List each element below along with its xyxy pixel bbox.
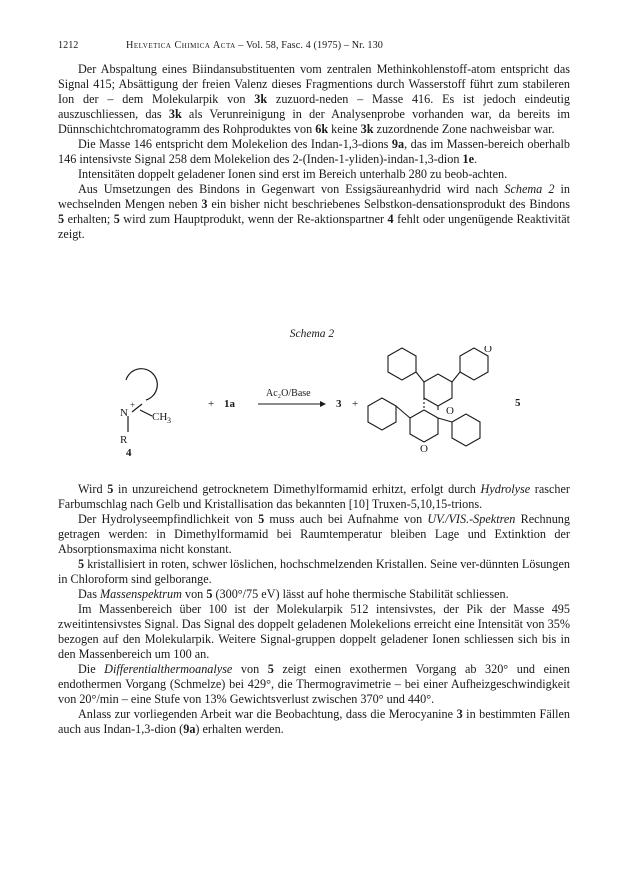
compound-ref: 5 [107,482,114,496]
compound-ref: 1e [462,152,474,166]
paragraph [58,587,570,602]
compound-ref: 3k [254,92,268,106]
running-header [58,40,570,54]
text-run: Intensitäten doppelt geladener Ionen sind erst im Bereich unterhalb 280 zu beob-achten. [78,167,508,181]
text-run: (300°/75 eV) lässt auf hohe thermische Stabilität schliessen. [212,587,509,601]
paragraph [58,137,570,167]
label-3: 3 [336,398,342,410]
text-run: Der Abspaltung eines Biindansubstituenten vom zentralen Methinkohlenstoff-atom entspricht das Signal 415; Absättigung der freien Valenz dieses Fragmentions durch Wasserstoff führt zum stabileren Ion der – dem Molekularpik von [58,62,570,106]
text-run: Aus Umsetzungen des Bindons in Gegenwart von Essigsäureanhydrid wird nach [78,182,505,196]
emphasis: UV./VIS.-Spektren [427,512,516,526]
paragraph [58,62,570,137]
compound-ref: 5 [258,512,265,526]
text-run: Der Hydrolyseempfindlichkeit von [78,512,259,526]
page-number: 1212 [58,40,79,51]
compound-ref: 5 [78,557,85,571]
atom-O: O [484,346,492,355]
paragraph [58,707,570,737]
text-run: in unzureichend getrocknetem Dimethylformamid erhitzt, erfolgt durch [113,482,481,496]
text-run: kristallisiert in roten, schwer löslichen, hochschmelzenden Kristallen. Seine ver-dünnten Lösungen in Chloroform sind gelborange. [58,557,570,586]
emphasis: Massenspektrum [100,587,182,601]
compound-ref: 9a [391,137,405,151]
text-run: zuzuord-neden – Masse 416. Es ist jedoch eindeutig auszuschliessen, das [58,92,570,121]
text-run: Die Masse 146 entspricht dem Molekelion des Indan-1,3-dions [78,137,392,151]
paragraph [58,662,570,707]
label-1a: 1a [224,398,235,410]
label-4: 4 [126,447,132,456]
text-run: von [232,662,268,676]
journal-issue: – Vol. 58, Fasc. 4 (1975) – Nr. 130 [235,40,383,51]
paragraph [58,482,570,512]
text-run: Die [78,662,105,676]
text-run: zuzordnende Zone nachweisbar war. [373,122,555,136]
emphasis: Schema 2 [504,182,555,196]
text-run: Im Massenbereich über 100 ist der Molekularpik 512 intensivstes, der Pik der Masse 495 zweitintensivstes Signal. Das Signal des doppelt geladenen Molekelions erreicht eine Intensität von 35% bezogen auf den Molekularpik. Weitere Signal-gruppen doppelt geladener Ionen schliessen sich bis in den Massenbereich um 100 an. [58,602,570,661]
text-run: in wechselnden Mengen neben [58,182,570,211]
text-run: rascher Farbumschlag nach Gelb und Kristallisation das bekannten [10] Truxen-5,10,15-trions. [58,482,570,511]
compound-ref: 3 [201,197,208,211]
text-run: wird zum Hauptprodukt, wenn der Re-aktionspartner [119,212,388,226]
text-run: muss auch bei Aufnahme von [264,512,428,526]
text-run: erhalten; [64,212,114,226]
compound-ref: 9a [183,722,196,736]
text-run: von [181,587,207,601]
atom-charge: + [130,400,136,410]
paragraph [58,557,570,587]
product-5-structure [368,348,488,446]
plus-sign: + [352,398,359,410]
paragraph [58,167,570,182]
compound-ref: 4 [387,212,394,226]
plus-sign: + [208,398,215,410]
top-text-block [58,62,570,242]
text-run: , das im Massen-bereich oberhalb 146 intensivste Signal 258 dem Molekelion des 2-(Inden-1-yliden)-indan-1,3-dion [58,137,570,166]
bottom-text-block [58,482,570,737]
text-run: zeigt einen exothermen Vorgang ab 320° und einen endothermen Vorgang (Schmelze) bei 429°, die Thermogravimetrie – bei einer Aufheizgeschwindigkeit von 20°/min – eine Stufe von 13% Gewichtsverlust zwischen 370° und 440°. [58,662,570,706]
atom-CH3: CH [152,411,168,423]
text-run: Anlass zur vorliegenden Arbeit war die Beobachtung, dass die Merocyanine [78,707,457,721]
text-run: Das [78,587,101,601]
atom-R: R [120,434,128,446]
compound-ref: 5 [58,212,65,226]
journal-line [126,40,383,51]
label-5: 5 [515,397,521,409]
reaction-arrow [258,401,326,407]
arrow-label: Ac₂O/Base [266,388,311,399]
atom-O: O [446,405,454,417]
compound-ref: 5 [113,212,120,226]
compound-ref: 3k [360,122,374,136]
emphasis: Hydrolyse [480,482,531,496]
atom-CH3-sub: 3 [167,416,171,425]
text-run: Rechnung getragen werden: in Dimethylformamid bei Raumtemperatur bleiben Lage und Extinktion der Absorptionsmaxima nicht konstant. [58,512,570,556]
compound-ref: 5 [267,662,274,676]
compound-ref: 3 [456,707,463,721]
text-run: in bestimmten Fällen auch aus Indan-1,3-dion ( [58,707,570,736]
atom-O: O [420,443,428,455]
journal-name: Helvetica Chimica Acta [126,40,236,51]
paragraph [58,602,570,662]
text-run: ) erhalten werden. [195,722,284,736]
paragraph [58,182,570,242]
compound-ref: 3k [168,107,182,121]
text-run: ein bisher nicht beschriebenes Selbstkon-densationsprodukt des Bindons [207,197,570,211]
atom-N: N [120,407,128,419]
compound-ref: 6k [315,122,329,136]
compound-ref: 5 [206,587,213,601]
paragraph [58,512,570,557]
scheme-caption: Schema 2 [289,328,335,340]
text-run: als Verunreinigung in der Analysenprobe vorhanden war, da bereits im Dünnschichtchromatogramm des Rohproduktes von [58,107,570,136]
text-run: keine [328,122,361,136]
text-run: Wird [78,482,108,496]
text-run: . [474,152,478,166]
emphasis: Differentialthermoanalyse [104,662,233,676]
reaction-scheme [80,346,550,456]
text-run: fehlt oder ungenügende Reaktivität zeigt. [58,212,571,241]
